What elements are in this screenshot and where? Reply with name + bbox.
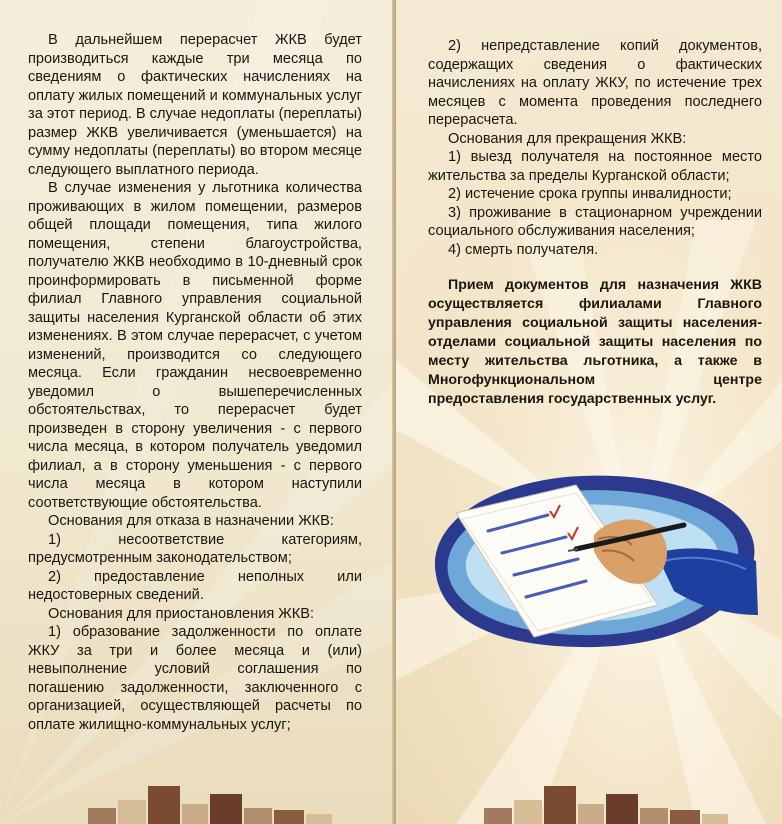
suspension-item-2: 2) непредставление копий документов, содержащих сведения о фактических начислениях на оплату ЖКУ, по истечение трех месяцев с момента проведения последнего перерасчета. bbox=[428, 38, 762, 128]
termination-item-1: 1) выезд получателя на постоянное место жительства за пределы Курганской области; bbox=[428, 149, 762, 184]
suspension-heading: Основания для приостановления ЖКВ: bbox=[48, 605, 315, 622]
hand-writing-document-icon bbox=[426, 465, 758, 655]
left-text-column bbox=[28, 31, 362, 734]
termination-item-3: 3) проживание в стационарном учреждении социального обслуживания населения; bbox=[428, 204, 762, 239]
refusal-heading: Основания для отказа в назначении ЖКВ: bbox=[48, 513, 334, 529]
decorative-bars-left bbox=[60, 764, 360, 824]
termination-item-4: 4) смерть получателя. bbox=[448, 241, 599, 258]
refusal-item-2: 2) предоставление неполных или недостоверных сведений. bbox=[28, 568, 362, 603]
decorative-bars-right bbox=[456, 764, 756, 824]
paragraph-changes: В случае изменения у льготника количества проживающих в жилом помещении, размеров общей площади помещения, типа жилого помещения, степени благоустройства, получателю ЖКВ необходимо в 10-дневный срок проинформировать в письменной форме филиал Главного управления социальной защиты населения Курганской области об этих изменениях. В этом случае перерасчет, с учетом изменений, производится со следующего месяца. Если гражданин несвоевременно уведомил о вышеперечисленных обстоятельствах, то перерасчет будет произведен в сторону увеличения - с первого числа месяца, в котором получатель уведомил филиал, а в сторону уменьшения - с первого числа месяца в котором наступили соответствующие обстоятельства. bbox=[28, 180, 362, 511]
right-text-column bbox=[428, 37, 762, 409]
document-acceptance-notice: Прием документов для назначения ЖКВ осуществляется филиалами Главного управления социальной защиты населения-отделами социальной защиты населения по месту жительства льготника, а также в Многофункциональном центре предоставления государственных услуг. bbox=[428, 277, 762, 407]
paragraph-recalculation: В дальнейшем перерасчет ЖКВ будет производиться каждые три месяца по сведениям о фактических начислениях на оплату жилых помещений и коммунальных услуг за этот период. В случае недоплаты (переплаты) размер ЖКВ увеличивается (уменьшается) на сумму недоплаты (переплаты) во втором месяце следующего выплатного периода. bbox=[28, 32, 362, 178]
termination-item-2: 2) истечение срока группы инвалидности; bbox=[448, 186, 732, 202]
termination-heading: Основания для прекращения ЖКВ: bbox=[448, 130, 687, 147]
suspension-item-1: 1) образование задолженности по оплате ЖКУ за три и более месяца и (или) невыполнение условий соглашения по погашению задолженности, заключенного с организацией, осуществляющей расчеты по оплате жилищно-коммунальных услуг; bbox=[28, 624, 362, 733]
refusal-item-1: 1) несоответствие категориям, предусмотренным законодательством; bbox=[28, 531, 362, 566]
